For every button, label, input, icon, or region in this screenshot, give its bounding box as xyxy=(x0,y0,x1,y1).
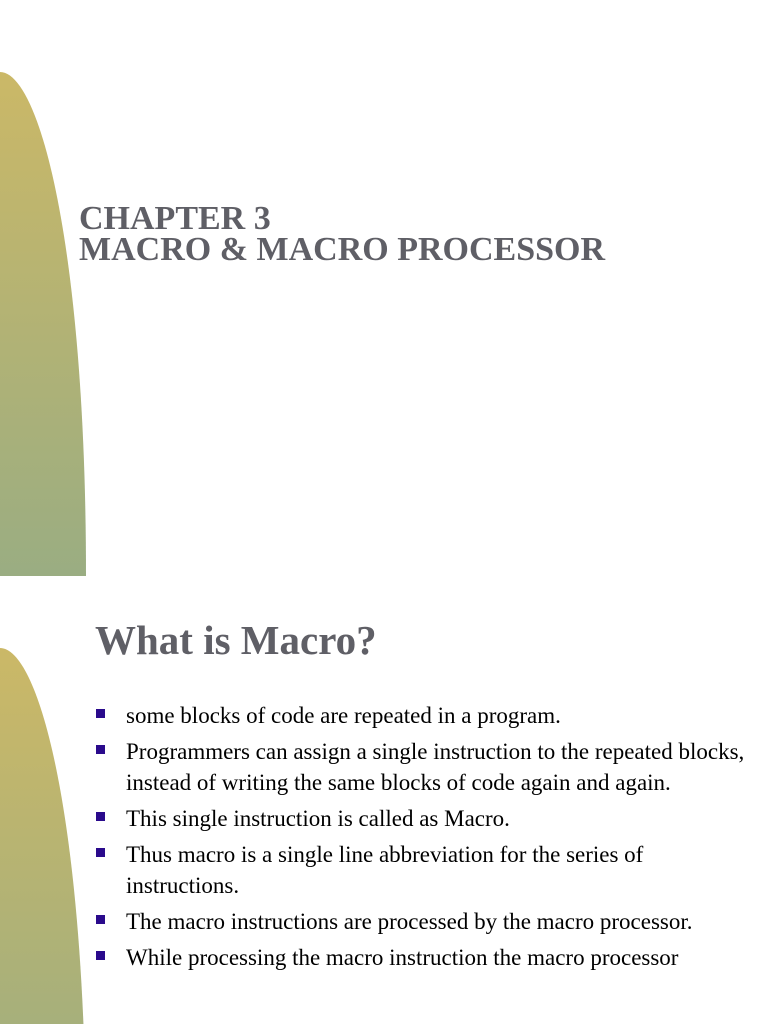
list-item-text: The macro instructions are processed by the macro processor. xyxy=(126,909,693,934)
slide-what-is-macro xyxy=(0,576,768,1024)
square-bullet-icon xyxy=(96,951,105,960)
slide-heading: What is Macro? xyxy=(95,617,377,663)
list-item-text: Thus macro is a single line abbreviation for the series of instructions. xyxy=(126,842,644,898)
square-bullet-icon xyxy=(96,709,105,718)
square-bullet-icon xyxy=(96,812,105,821)
list-item xyxy=(95,906,755,937)
list-item xyxy=(95,803,755,834)
list-item xyxy=(95,839,755,901)
list-item xyxy=(95,700,755,731)
decorative-arc xyxy=(0,576,90,1024)
chapter-title-line-2: MACRO & MACRO PROCESSOR xyxy=(79,231,606,268)
square-bullet-icon xyxy=(96,745,105,754)
chapter-title xyxy=(79,200,606,268)
list-item-text: Programmers can assign a single instruction to the repeated blocks, instead of writing the same blocks of code again and again. xyxy=(126,739,745,795)
decorative-arc xyxy=(0,0,90,576)
list-item-text: While processing the macro instruction the macro processor xyxy=(126,945,679,970)
bullet-list xyxy=(95,700,755,978)
chapter-title-line-1: CHAPTER 3 xyxy=(79,200,271,237)
square-bullet-icon xyxy=(96,915,105,924)
list-item-text: some blocks of code are repeated in a program. xyxy=(126,703,561,728)
list-item xyxy=(95,736,755,798)
list-item-text: This single instruction is called as Macro. xyxy=(126,806,510,831)
list-item xyxy=(95,942,755,973)
square-bullet-icon xyxy=(96,848,105,857)
